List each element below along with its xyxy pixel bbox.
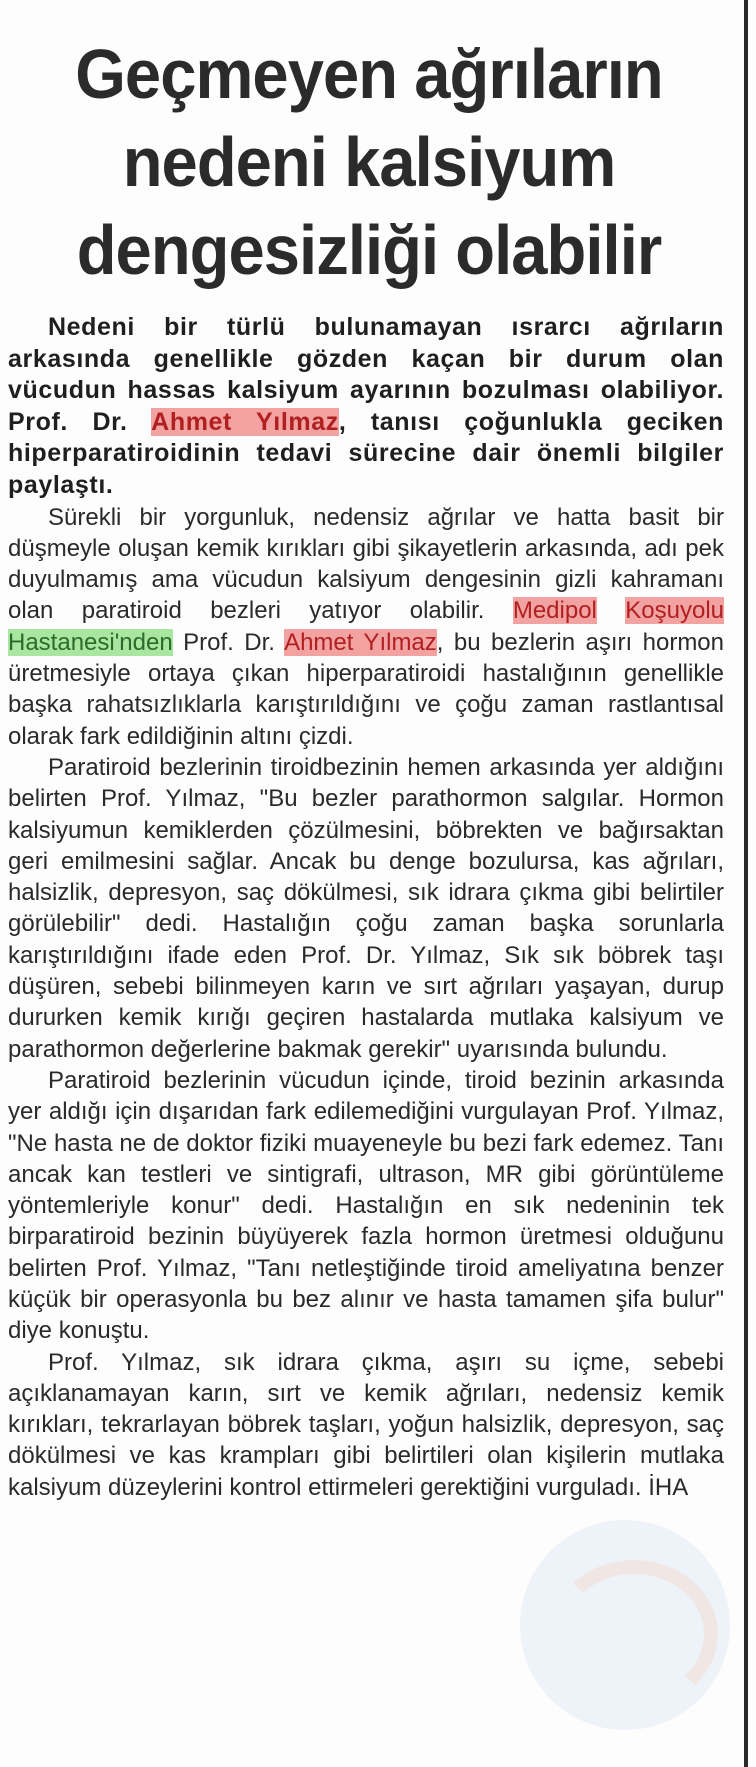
paragraph-1-start: Sürekli bir yorgunluk, nedensiz ağrılar ve hatta basit bir düşmeyle oluşan kemik kırıkları gibi şikayetlerin arkasında, adı pek duyulmamış ama vücudun kalsiyum dengesinin gizli kahramanı olan paratiroid bezleri yatıyor olabilir. bbox=[8, 503, 724, 625]
headline-line-2: nedeni kalsiyum bbox=[122, 123, 616, 201]
highlighted-hospital-word-1: Medipol bbox=[512, 597, 597, 625]
article-body bbox=[8, 312, 724, 1503]
highlighted-person-name: Ahmet Yılmaz bbox=[151, 407, 339, 436]
watermark-logo bbox=[520, 1520, 730, 1730]
lead-text-start: Nedeni bir türlü bulunamayan ısrarcı ağrıların arkasında genellikle gözden kaçan bir durum olan vücudun hassas kalsiyum ayarının bozulması olabiliyor. Prof. Dr. bbox=[8, 313, 724, 436]
headline bbox=[39, 30, 699, 294]
headline-line-3: dengesizliği olabilir bbox=[76, 211, 662, 289]
paragraph-2: Paratiroid bezlerinin tiroidbezinin hemen arkasında yer aldığını belirten Prof. Yılmaz, "Bu bezler parathormon salgılar. Hormon kalsiyumun kemiklerden çözülmesini, böbrekten ve bağırsaktan geri emilmesini sağlar. Ancak bu denge bozulursa, kas ağrıları, halsizlik, depresyon, saç dökülmesi, sık idrara çıkma gibi belirtiler görülebilir" dedi. Hastalığın çoğu zaman başka sorunlarla karıştırıldığını ifade eden Prof. Dr. Yılmaz, Sık sık böbrek taşı düşüren, sebebi bilinmeyen karın ve sırt ağrıları yaşayan, durup dururken kemik kırığı geçiren hastalarda mutlaka kalsiyum ve parathormon değerlerine bakmak gerekir" uyarısında bulundu. bbox=[8, 753, 724, 1063]
paragraph-1-title: Prof. Dr. bbox=[172, 628, 285, 656]
paragraph-4: Prof. Yılmaz, sık idrara çıkma, aşırı su içme, sebebi açıklanamayan karın, sırt ve kemik ağrıları, nedensiz kemik kırıkları, tekrarlayan böbrek taşları, yoğun halsizlik, depresyon, saç dökülmesi ve kas krampları gibi belirtileri olan kişilerin mutlaka kalsiyum düzeylerini kontrol ettirmeleri gerektiğini vurguladı. İHA bbox=[8, 1348, 724, 1501]
highlighted-person-name-2: Ahmet Yılmaz bbox=[284, 628, 437, 656]
headline-line-1: Geçmeyen ağrıların bbox=[75, 35, 663, 113]
highlighted-hospital-word-3: Hastanesi'nden bbox=[8, 628, 173, 656]
paragraph-1-end: , bu bezlerin aşırı hormon üretmesiyle ortaya çıkan hiperparatiroidi hastalığının genellikle başka rahatsızlıklarla karıştırıldığını ve çoğu zaman rastlantısal olarak fark edildiğinin altını çizdi. bbox=[8, 628, 724, 750]
paragraph-3: Paratiroid bezlerinin vücudun içinde, tiroid bezinin arkasında yer aldığı için dışarıdan fark edilemediğini vurgulayan Prof. Yılmaz, "Ne hasta ne de doktor fiziki muayeneyle bu bezi fark edemez. Tanı ancak kan testleri ve sintigrafi, ultrason, MR gibi görüntüleme yöntemleriyle konur" dedi. Hastalığın en sık nedeninin tek birparatiroid bezinin büyüyerek fazla hormon üretmesi olduğunu belirten Prof. Yılmaz, "Tanı netleştiğinde tiroid ameliyatına benzer küçük bir operasyonla bu bez alınır ve hasta tamamen şifa bulur" diye konuştu. bbox=[8, 1066, 724, 1345]
lead-paragraph bbox=[8, 312, 724, 502]
paragraph-1 bbox=[8, 502, 724, 752]
lead-text-end: , tanısı çoğunlukla geciken hiperparatiroidinin tedavi sürecine dair önemli bilgiler paylaştı. bbox=[8, 407, 725, 499]
column-divider bbox=[744, 0, 748, 1767]
highlighted-hospital-word-2: Koşuyolu bbox=[625, 597, 725, 625]
